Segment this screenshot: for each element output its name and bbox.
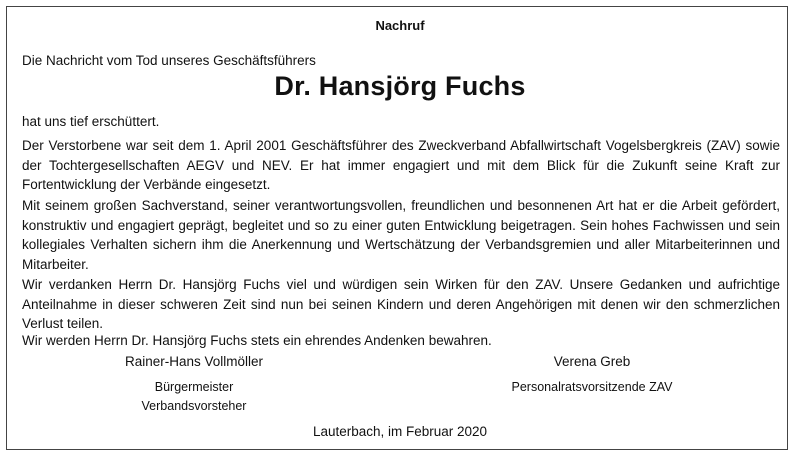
signatory-role: Personalratsvorsitzende ZAV — [511, 380, 673, 394]
intro-line: Die Nachricht vom Tod unseres Geschäftsführers — [22, 53, 316, 68]
signatory-role: Bürgermeister — [154, 380, 234, 394]
signatory-name: Verena Greb — [553, 354, 631, 369]
signature-block-staff-council — [442, 354, 742, 397]
paragraph-character: Mit seinem großen Sachverstand, seiner verantwortungsvollen, freundlichen und besonnenen Art hat er die Arbeit gefördert, konstruktiv und engagiert geprägt, begleitet und so zu einer guten Entwicklung beigetragen. Sein hohes Fachwissen und sein kollegiales Verhalten sichern ihm die Anerkennung und Wertschätzung der Verbandsgremien und aller Mitarbeiterinnen und Mitarbeiter. — [22, 198, 780, 272]
signatory-name: Rainer-Hans Vollmöller — [124, 354, 264, 369]
paragraph-career: Der Verstorbene war seit dem 1. April 2001 Geschäftsführer des Zweckverband Abfallwirtschaft Vogelsbergkreis (ZAV) sowie der Tochtergesellschaften AEGV und NEV. Er hat immer engagiert und mit dem Blick für die Zukunft seine Kraft zur Fortentwicklung der Verbände eingesetzt. — [22, 138, 780, 192]
paragraph-gratitude: Wir verdanken Herrn Dr. Hansjörg Fuchs viel und würdigen sein Wirken für den ZAV. Unsere Gedanken und aufrichtige Anteilnahme in dieser schweren Zeit sind nun bei seinen Kindern und deren Angehörigen mit denen wir den schmerzlichen Verlust teilen. — [22, 277, 780, 331]
signatory-role: Verbandsvorsteher — [141, 399, 247, 413]
notice-heading: Nachruf — [375, 18, 425, 33]
paragraph-remembrance: Wir werden Herrn Dr. Hansjörg Fuchs stets ein ehrendes Andenken bewahren. — [22, 333, 492, 348]
place-and-date: Lauterbach, im Februar 2020 — [312, 424, 488, 439]
signature-block-mayor — [44, 354, 344, 416]
condolence-line: hat uns tief erschüttert. — [22, 114, 160, 129]
deceased-name: Dr. Hansjörg Fuchs — [274, 71, 526, 101]
